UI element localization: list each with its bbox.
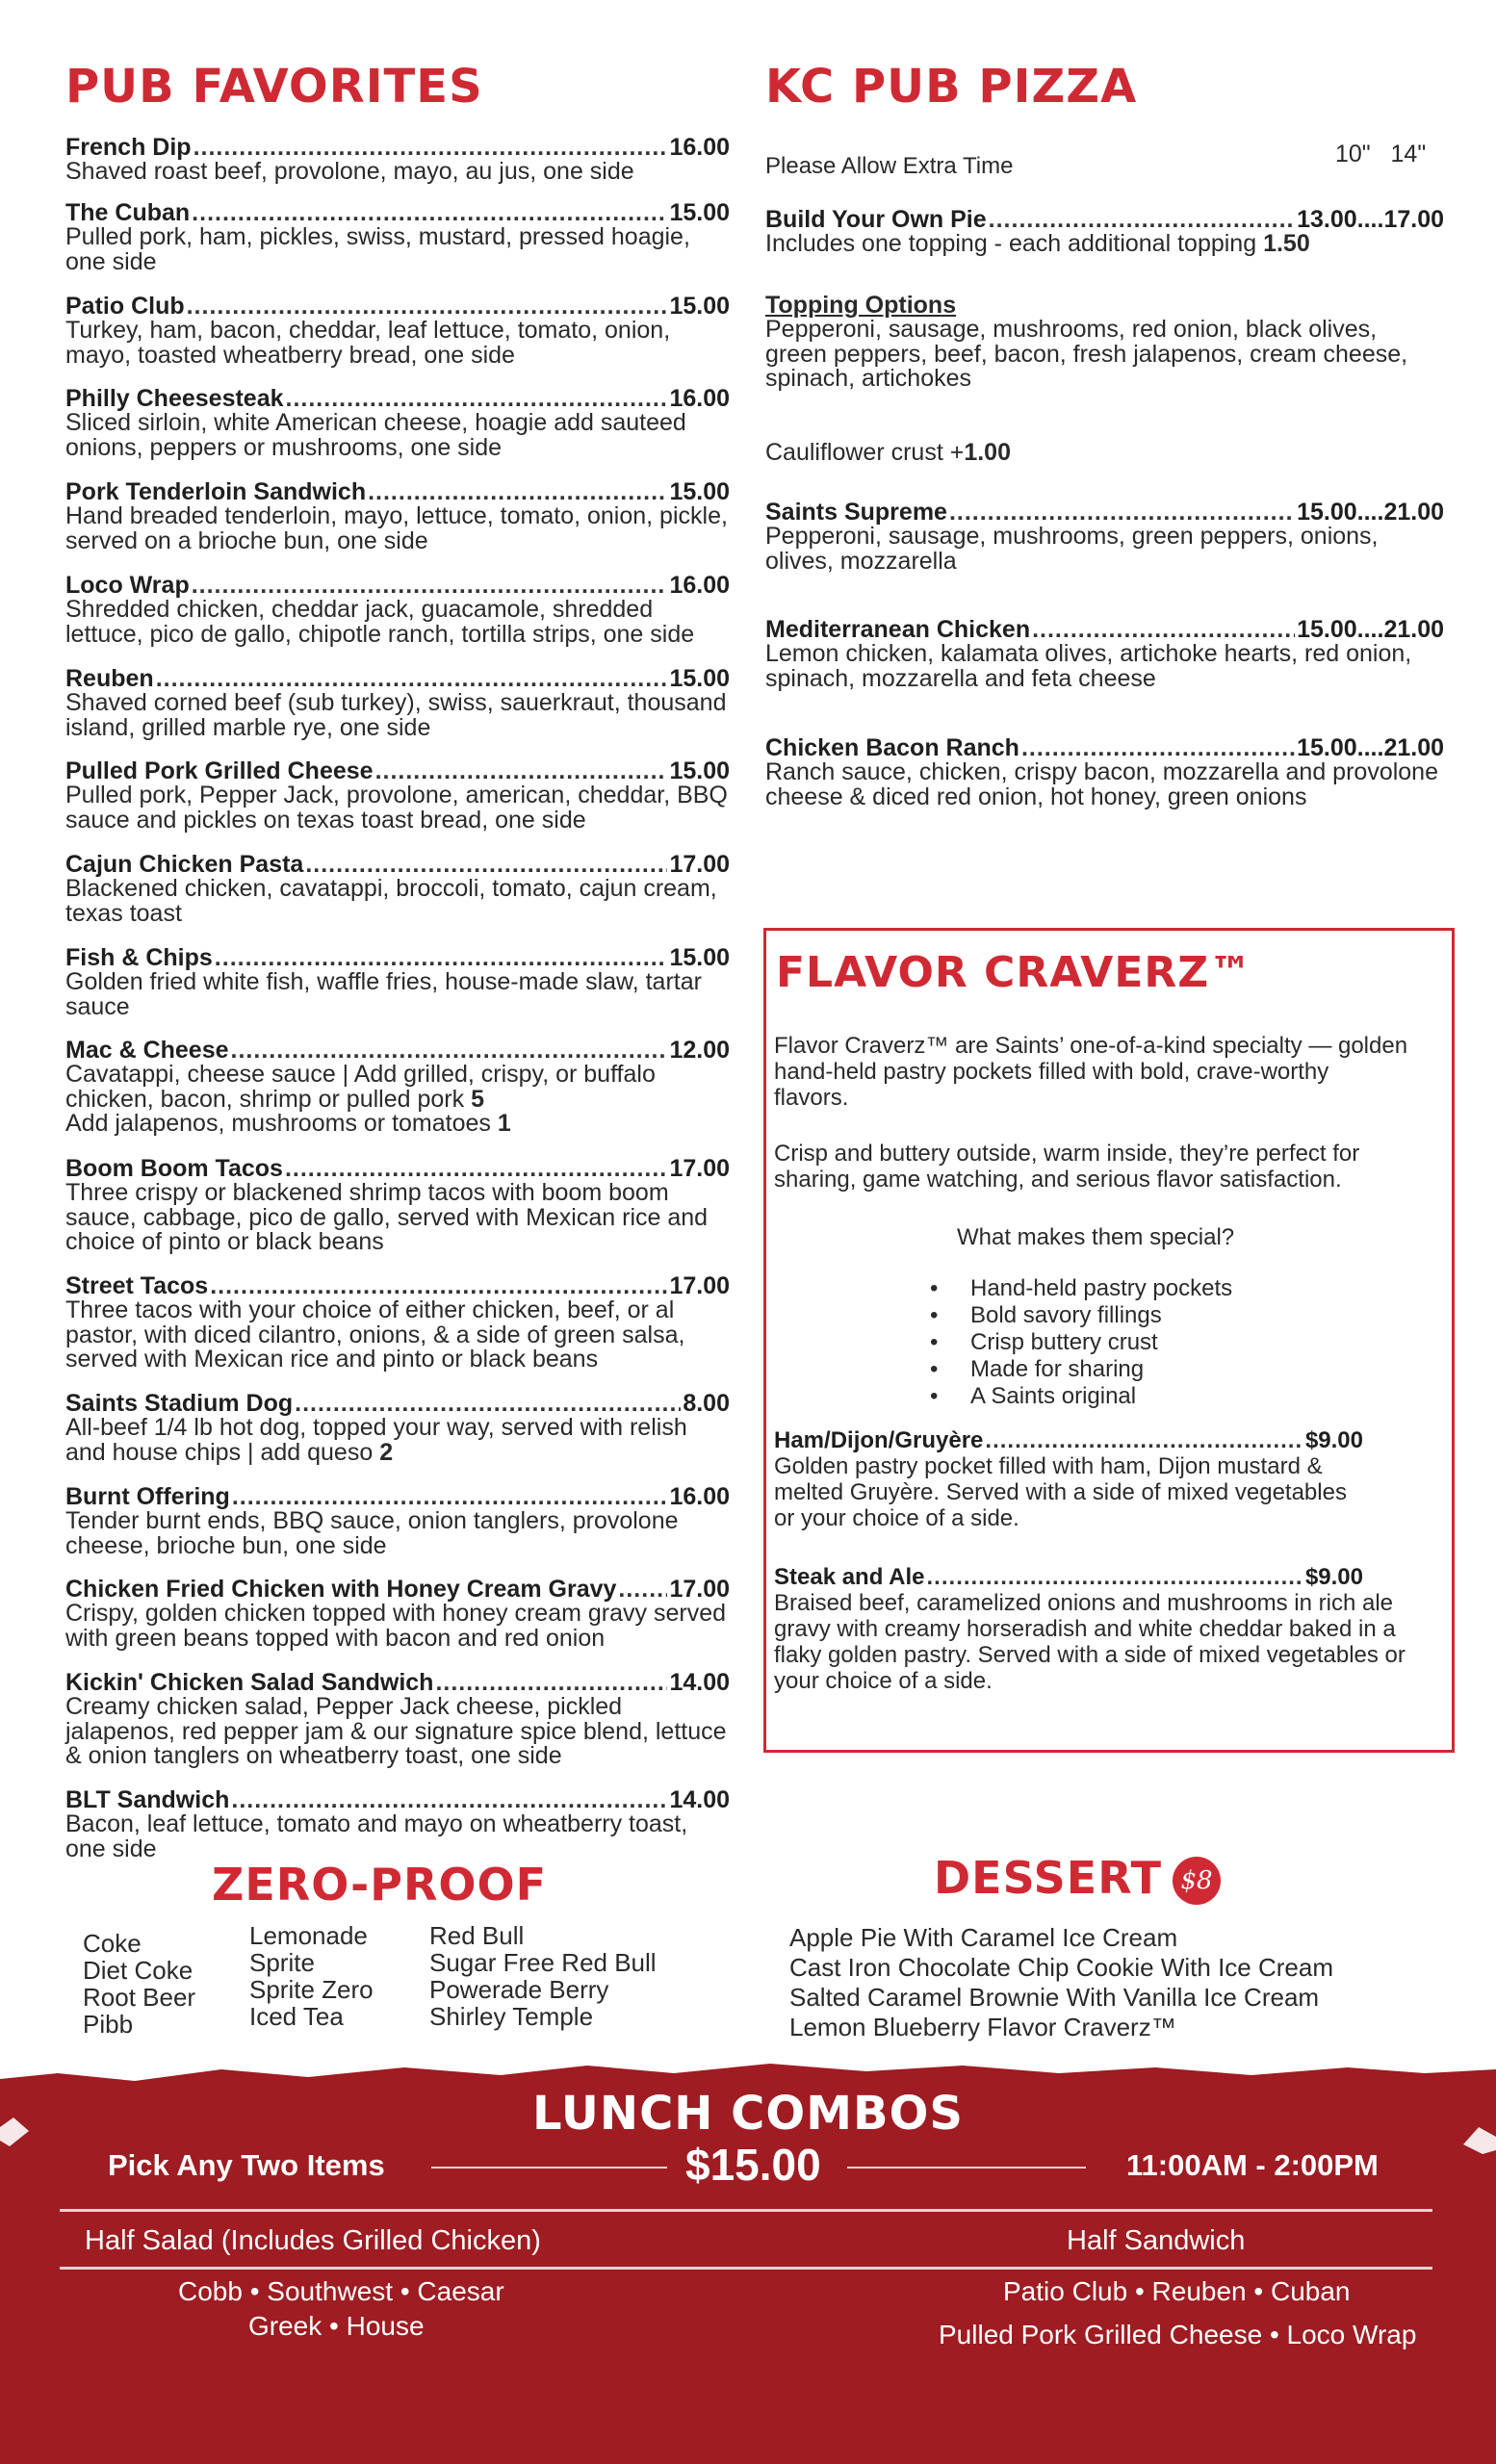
item-name: Build Your Own Pie [765,206,987,233]
menu-item-steak-and-ale [774,1565,1438,1694]
item-desc: Three tacos with your choice of either chicken, beef, or al pastor, with diced cilantro, onions, & a side of green salsa, served with Mexican rice and pinto or black beans [65,1296,685,1373]
item-desc: Creamy chicken salad, Pepper Jack cheese, pickled jalapenos, red pepper jam & our signature spice blend, lettuce & onion tanglers on wheatberry toast, one side [65,1693,727,1769]
item-name: BLT Sandwich [65,1786,230,1813]
item-name: The Cuban [65,199,191,226]
item-price: 12.00 [669,1037,730,1064]
item-name: Mac & Cheese [65,1037,229,1064]
item-desc: Ranch sauce, chicken, crispy bacon, mozzarella and provolone cheese & diced red onion, hot honey, green onions [765,758,1438,810]
menu-item-cajun-chicken-pasta [65,852,730,926]
zero-proof-col-3 [429,1922,657,2030]
item-price: 16.00 [669,385,730,412]
item-price: 17.00 [669,1576,730,1603]
bullet-item: • Crisp buttery crust [970,1329,1232,1356]
item-name: Chicken Bacon Ranch [765,734,1019,761]
drink-item: Root Beer [83,1983,196,2012]
drink-item: Sugar Free Red Bull [429,1948,657,1977]
item-price: 15.00....21.00 [1297,734,1444,761]
lunch-title: LUNCH COMBOS [532,2087,964,2141]
item-desc: Blackened chicken, cavatappi, broccoli, tomato, cajun cream, texas toast [65,875,717,927]
drink-item: Coke [83,1929,142,1958]
menu-item-street-tacos [65,1273,730,1373]
cauliflower-crust: Cauliflower crust +1.00 [765,439,1011,466]
item-desc: Crispy, golden chicken topped with honey cream gravy served with green beans topped with bacon and red onion [65,1600,726,1652]
salad-options-1: Cobb • Southwest • Caesar [178,2276,504,2306]
item-price: 15.00 [669,944,730,971]
item-price: 17.00 [669,1155,730,1182]
item-name: Fish & Chips [65,944,213,971]
lunch-pick: Pick Any Two Items [108,2148,385,2182]
item-price: 15.00....21.00 [1297,499,1444,526]
flavor-question: What makes them special? [957,1224,1235,1250]
item-price: 15.00 [669,199,730,226]
item-desc: Pepperoni, sausage, mushrooms, green peppers, onions, olives, mozzarella [765,523,1379,575]
menu-item-saints-stadium-dog [65,1391,730,1465]
drink-item: Iced Tea [249,2002,344,2031]
dessert-item: Lemon Blueberry Flavor Craverz™ [789,2013,1176,2041]
flavor-bullets [970,1275,1232,1410]
menu-item-pulled-pork-grilled-cheese [65,758,730,833]
bullet-item: • A Saints original [970,1383,1232,1410]
topping-options-title: Topping Options [765,292,957,319]
item-price: $9.00 [1304,1564,1363,1590]
item-desc: Hand breaded tenderloin, mayo, lettuce, tomato, onion, pickle, served on a brioche bun, one side [65,502,728,554]
menu-item-french-dip [65,135,730,185]
item-desc: Shaved corned beef (sub turkey), swiss, sauerkraut, thousand island, grilled marble rye, one side [65,689,727,741]
item-price: 17.00 [669,851,730,878]
item-price: 16.00 [669,1483,730,1510]
menu-item-mediterranean-chicken [765,617,1444,691]
item-desc: Cavatappi, cheese sauce | Add grilled, crispy, or buffalo chicken, bacon, shrimp or pulled pork 5 [65,1061,656,1113]
item-name: Pork Tenderloin Sandwich [65,478,367,505]
pizza-title: KC PUB PIZZA [765,60,1138,114]
flavor-title: FLAVOR CRAVERZ™ [776,948,1253,997]
item-name: Pulled Pork Grilled Cheese [65,757,374,784]
dessert-item: Cast Iron Chocolate Chip Cookie With Ice Cream [789,1953,1334,1982]
drink-item: Shirley Temple [429,2002,594,2031]
drink-item: Lemonade [249,1921,368,1950]
item-desc: Shredded chicken, cheddar jack, guacamole, shredded lettuce, pico de gallo, chipotle ranch, tortilla strips, one side [65,596,695,648]
lunch-combos-banner [0,2060,1496,2464]
item-price: 16.00 [669,572,730,599]
divider-line [60,2209,1432,2212]
drink-item: Red Bull [429,1921,525,1950]
flavor-craverz-box [763,928,1455,1753]
dessert-item: Salted Caramel Brownie With Vanilla Ice Cream [789,1983,1320,2012]
item-desc: Turkey, ham, bacon, cheddar, leaf lettuce, tomato, onion, mayo, toasted wheatberry bread, one side [65,317,671,369]
menu-item-pork-tenderloin [65,479,730,553]
item-name: Burnt Offering [65,1483,230,1510]
item-price: 8.00 [683,1390,730,1417]
dessert-item: Apple Pie With Caramel Ice Cream [789,1923,1178,1952]
item-desc: Golden fried white fish, waffle fries, house-made slaw, tartar sauce [65,968,702,1020]
drink-item: Diet Coke [83,1956,193,1985]
menu-item-boom-boom-tacos [65,1156,730,1255]
menu-item-chicken-bacon-ranch [765,735,1444,809]
menu-item-philly-cheesesteak [65,386,730,460]
zero-proof-col-2 [249,1922,374,2030]
item-price: 14.00 [669,1786,730,1813]
salad-options-2: Greek • House [248,2311,425,2341]
item-desc: Golden pastry pocket filled with ham, Dijon mustard & melted Gruyère. Served with a side of mixed vegetables or your choice of a side. [774,1453,1347,1531]
menu-item-fish-chips [65,945,730,1019]
item-desc: Pulled pork, Pepper Jack, provolone, american, cheddar, BBQ sauce and pickles on texas toast bread, one side [65,782,728,834]
item-desc: Sliced sirloin, white American cheese, hoagie add sauteed onions, peppers or mushrooms, one side [65,409,686,461]
item-price: 15.00 [669,478,730,505]
item-price: 17.00 [669,1272,730,1299]
item-name: Reuben [65,665,154,692]
item-name: Kickin' Chicken Salad Sandwich [65,1669,434,1696]
menu-item-mac-cheese [65,1038,730,1137]
item-desc: Tender burnt ends, BBQ sauce, onion tanglers, provolone cheese, brioche bun, one side [65,1507,679,1559]
item-name: French Dip [65,134,192,161]
item-desc: Braised beef, caramelized onions and mushrooms in rich ale gravy with creamy horseradish and white cheddar baked in a flaky golden pastry. Served with a side of mixed vegetables or your choice of a side. [774,1590,1406,1694]
item-price: 15.00....21.00 [1297,616,1444,643]
item-desc: All-beef 1/4 lb hot dog, topped your way, served with relish and house chips | add queso 2 [65,1414,687,1466]
divider-line [60,2267,1432,2270]
item-name: Chicken Fried Chicken with Honey Cream Gravy [65,1576,617,1603]
item-desc: Includes one topping - each additional topping 1.50 [765,230,1310,257]
item-name: Street Tacos [65,1272,209,1299]
half-sandwich-title: Half Sandwich [1067,2225,1246,2256]
bullet-item: • Bold savory fillings [970,1302,1232,1329]
topping-options [765,293,1444,392]
pizza-sizes: 10" 14" [1335,141,1427,167]
divider-line [847,2167,1086,2169]
item-desc: Lemon chicken, kalamata olives, artichoke hearts, red onion, spinach, mozzarella and feta cheese [765,640,1412,692]
dessert-list [789,1923,1333,2042]
menu-item-reuben [65,666,730,740]
menu-item-patio-club [65,294,730,368]
lunch-price: $15.00 [685,2140,821,2190]
item-price: 13.00....17.00 [1297,206,1444,233]
item-name: Mediterranean Chicken [765,616,1031,643]
topping-options-list: Pepperoni, sausage, mushrooms, red onion, black olives, green peppers, beef, bacon, fresh jalapenos, cream cheese, spinach, artichokes [765,316,1408,392]
drink-item: Powerade Berry [429,1975,609,2004]
menu-item-saints-supreme [765,500,1444,574]
item-name: Loco Wrap [65,572,190,599]
item-name: Ham/Dijon/Gruyère [774,1427,984,1453]
item-desc: Shaved roast beef, provolone, mayo, au jus, one side [65,158,634,185]
sandwich-options-2: Pulled Pork Grilled Cheese • Loco Wrap [939,2320,1417,2349]
flavor-intro: Flavor Craverz™ are Saints’ one-of-a-kind specialty — golden hand-held pastry pockets filled with bold, crave-worthy flavors. [774,1033,1408,1111]
item-name: Boom Boom Tacos [65,1155,283,1182]
drink-item: Pibb [83,2010,134,2039]
sandwich-options-1: Patio Club • Reuben • Cuban [1003,2276,1351,2306]
bullet-item: • Made for sharing [970,1356,1232,1383]
item-name: Philly Cheesesteak [65,385,284,412]
drink-item: Sprite Zero [249,1975,374,2004]
menu-item-chicken-fried-chicken [65,1577,730,1651]
item-desc: Three crispy or blackened shrimp tacos with boom boom sauce, cabbage, pico de gallo, served with Mexican rice and choice of pinto or black beans [65,1179,709,1255]
item-price: 15.00 [669,757,730,784]
item-name: Patio Club [65,293,185,320]
item-name: Steak and Ale [774,1564,925,1590]
item-price: 15.00 [669,665,730,692]
item-price: 14.00 [669,1669,730,1696]
menu-item-ham-dijon-gruyere [774,1428,1363,1531]
zero-proof-col-1 [83,1930,195,2038]
item-price: 16.00 [669,134,730,161]
menu-item-kickin-chicken-salad [65,1670,730,1769]
menu-item-burnt-offering [65,1484,730,1558]
half-salad-title: Half Salad (Includes Grilled Chicken) [85,2225,541,2256]
bullet-item: • Hand-held pastry pockets [970,1275,1232,1302]
dessert-title: DESSERT [934,1852,1162,1904]
divider-line [431,2167,667,2169]
drink-item: Sprite [249,1948,315,1977]
menu-item-the-cuban [65,200,730,274]
item-price: 15.00 [669,293,730,320]
dessert-price-badge: $8 [1173,1857,1221,1905]
pub-favorites-title: PUB FAVORITES [65,60,483,114]
item-desc: Bacon, leaf lettuce, tomato and mayo on wheatberry toast, one side [65,1810,688,1862]
menu-item-build-your-own-pie [765,207,1444,257]
item-desc-addon: Add jalapenos, mushrooms or tomatoes 1 [65,1110,511,1137]
item-name: Cajun Chicken Pasta [65,851,304,878]
menu-item-blt-sandwich [65,1787,730,1861]
lunch-hours: 11:00AM - 2:00PM [1126,2148,1379,2182]
item-desc: Pulled pork, ham, pickles, swiss, mustard, pressed hoagie, one side [65,223,690,275]
flavor-intro-2: Crisp and buttery outside, warm inside, they’re perfect for sharing, game watching, and serious flavor satisfaction. [774,1141,1360,1193]
item-name: Saints Supreme [765,499,947,526]
pizza-note: Please Allow Extra Time [765,153,1014,179]
item-price: $9.00 [1304,1427,1363,1453]
item-name: Saints Stadium Dog [65,1390,294,1417]
menu-item-loco-wrap [65,573,730,647]
zero-proof-title: ZERO-PROOF [212,1859,548,1911]
